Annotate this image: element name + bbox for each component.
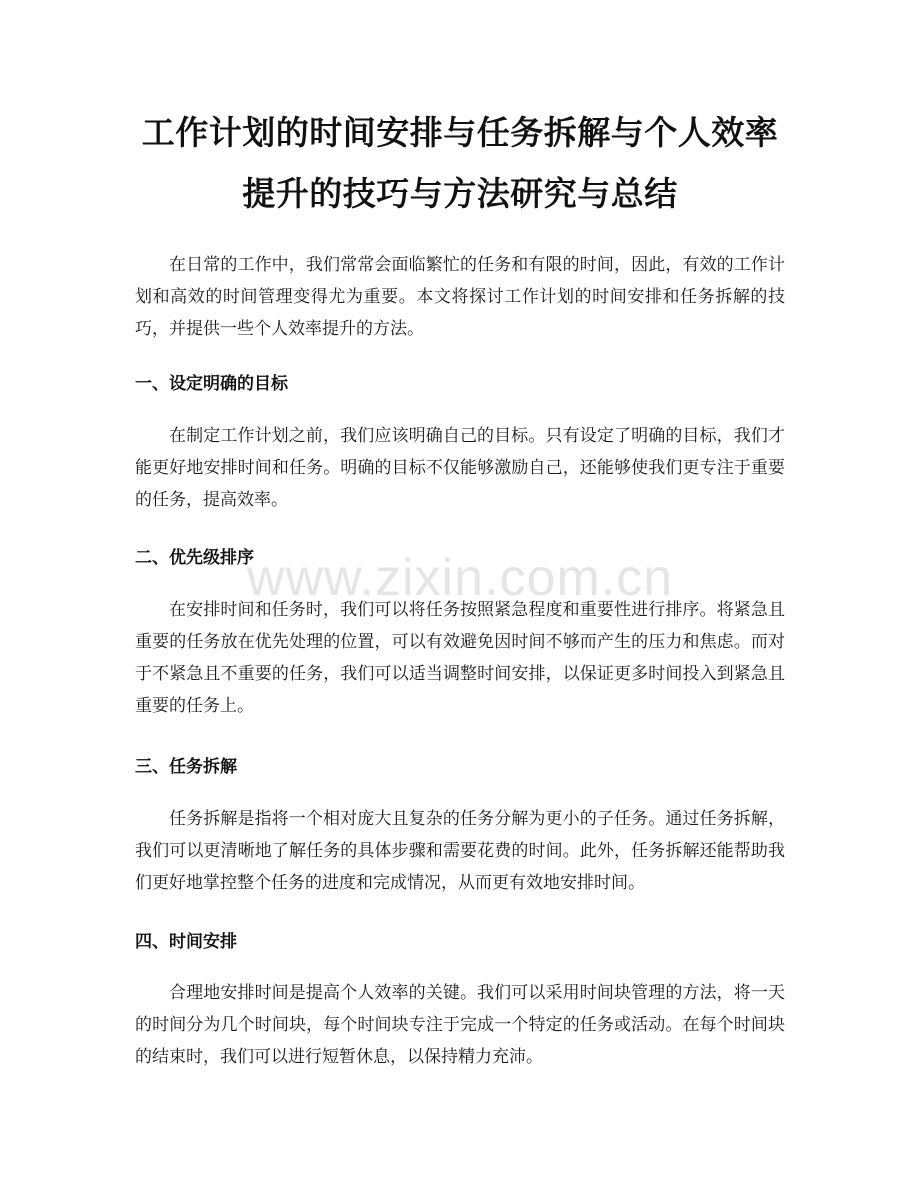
section-body-2: 在安排时间和任务时，我们可以将任务按照紧急程度和重要性进行排序。将紧急且重要的任务放在优先处理的位置，可以有效避免因时间不够而产生的压力和焦虑。而对于不紧急且不重要的任务，我们可以适当调整时间安排，以保证更多时间投入到紧急且重要的任务上。 bbox=[135, 600, 785, 716]
section-heading-2: 二、优先级排序 bbox=[135, 548, 254, 568]
section-body-4: 合理地安排时间是提高个人效率的关键。我们可以采用时间块管理的方法，将一天的时间分为几个时间块，每个时间块专注于完成一个特定的任务或活动。在每个时间块的结束时，我们可以进行短暂休息，以保持精力充沛。 bbox=[135, 983, 785, 1067]
section-body-1: 在制定工作计划之前，我们应该明确自己的目标。只有设定了明确的目标，我们才能更好地安排时间和任务。明确的目标不仅能够激励自己，还能够使我们更专注于重要的任务，提高效率。 bbox=[135, 426, 785, 510]
section-body-3: 任务拆解是指将一个相对庞大且复杂的任务分解为更小的子任务。通过任务拆解，我们可以更清晰地了解任务的具体步骤和需要花费的时间。此外，任务拆解还能帮助我们更好地掌控整个任务的进度和完成情况，从而更有效地安排时间。 bbox=[135, 809, 785, 893]
section-heading-3: 三、任务拆解 bbox=[135, 757, 237, 777]
watermark-text: www.zixin.com.cn bbox=[246, 549, 674, 607]
section-heading-1: 一、设定明确的目标 bbox=[135, 374, 288, 394]
document-title-line-1: 工作计划的时间安排与任务拆解与个人效率 bbox=[141, 113, 779, 152]
intro-paragraph: 在日常的工作中，我们常常会面临繁忙的任务和有限的时间，因此，有效的工作计划和高效的时间管理变得尤为重要。本文将探讨工作计划的时间安排和任务拆解的技巧，并提供一些个人效率提升的方法。 bbox=[135, 255, 785, 339]
section-heading-4: 四、时间安排 bbox=[135, 932, 237, 952]
document-title-line-2: 提升的技巧与方法研究与总结 bbox=[242, 174, 678, 213]
